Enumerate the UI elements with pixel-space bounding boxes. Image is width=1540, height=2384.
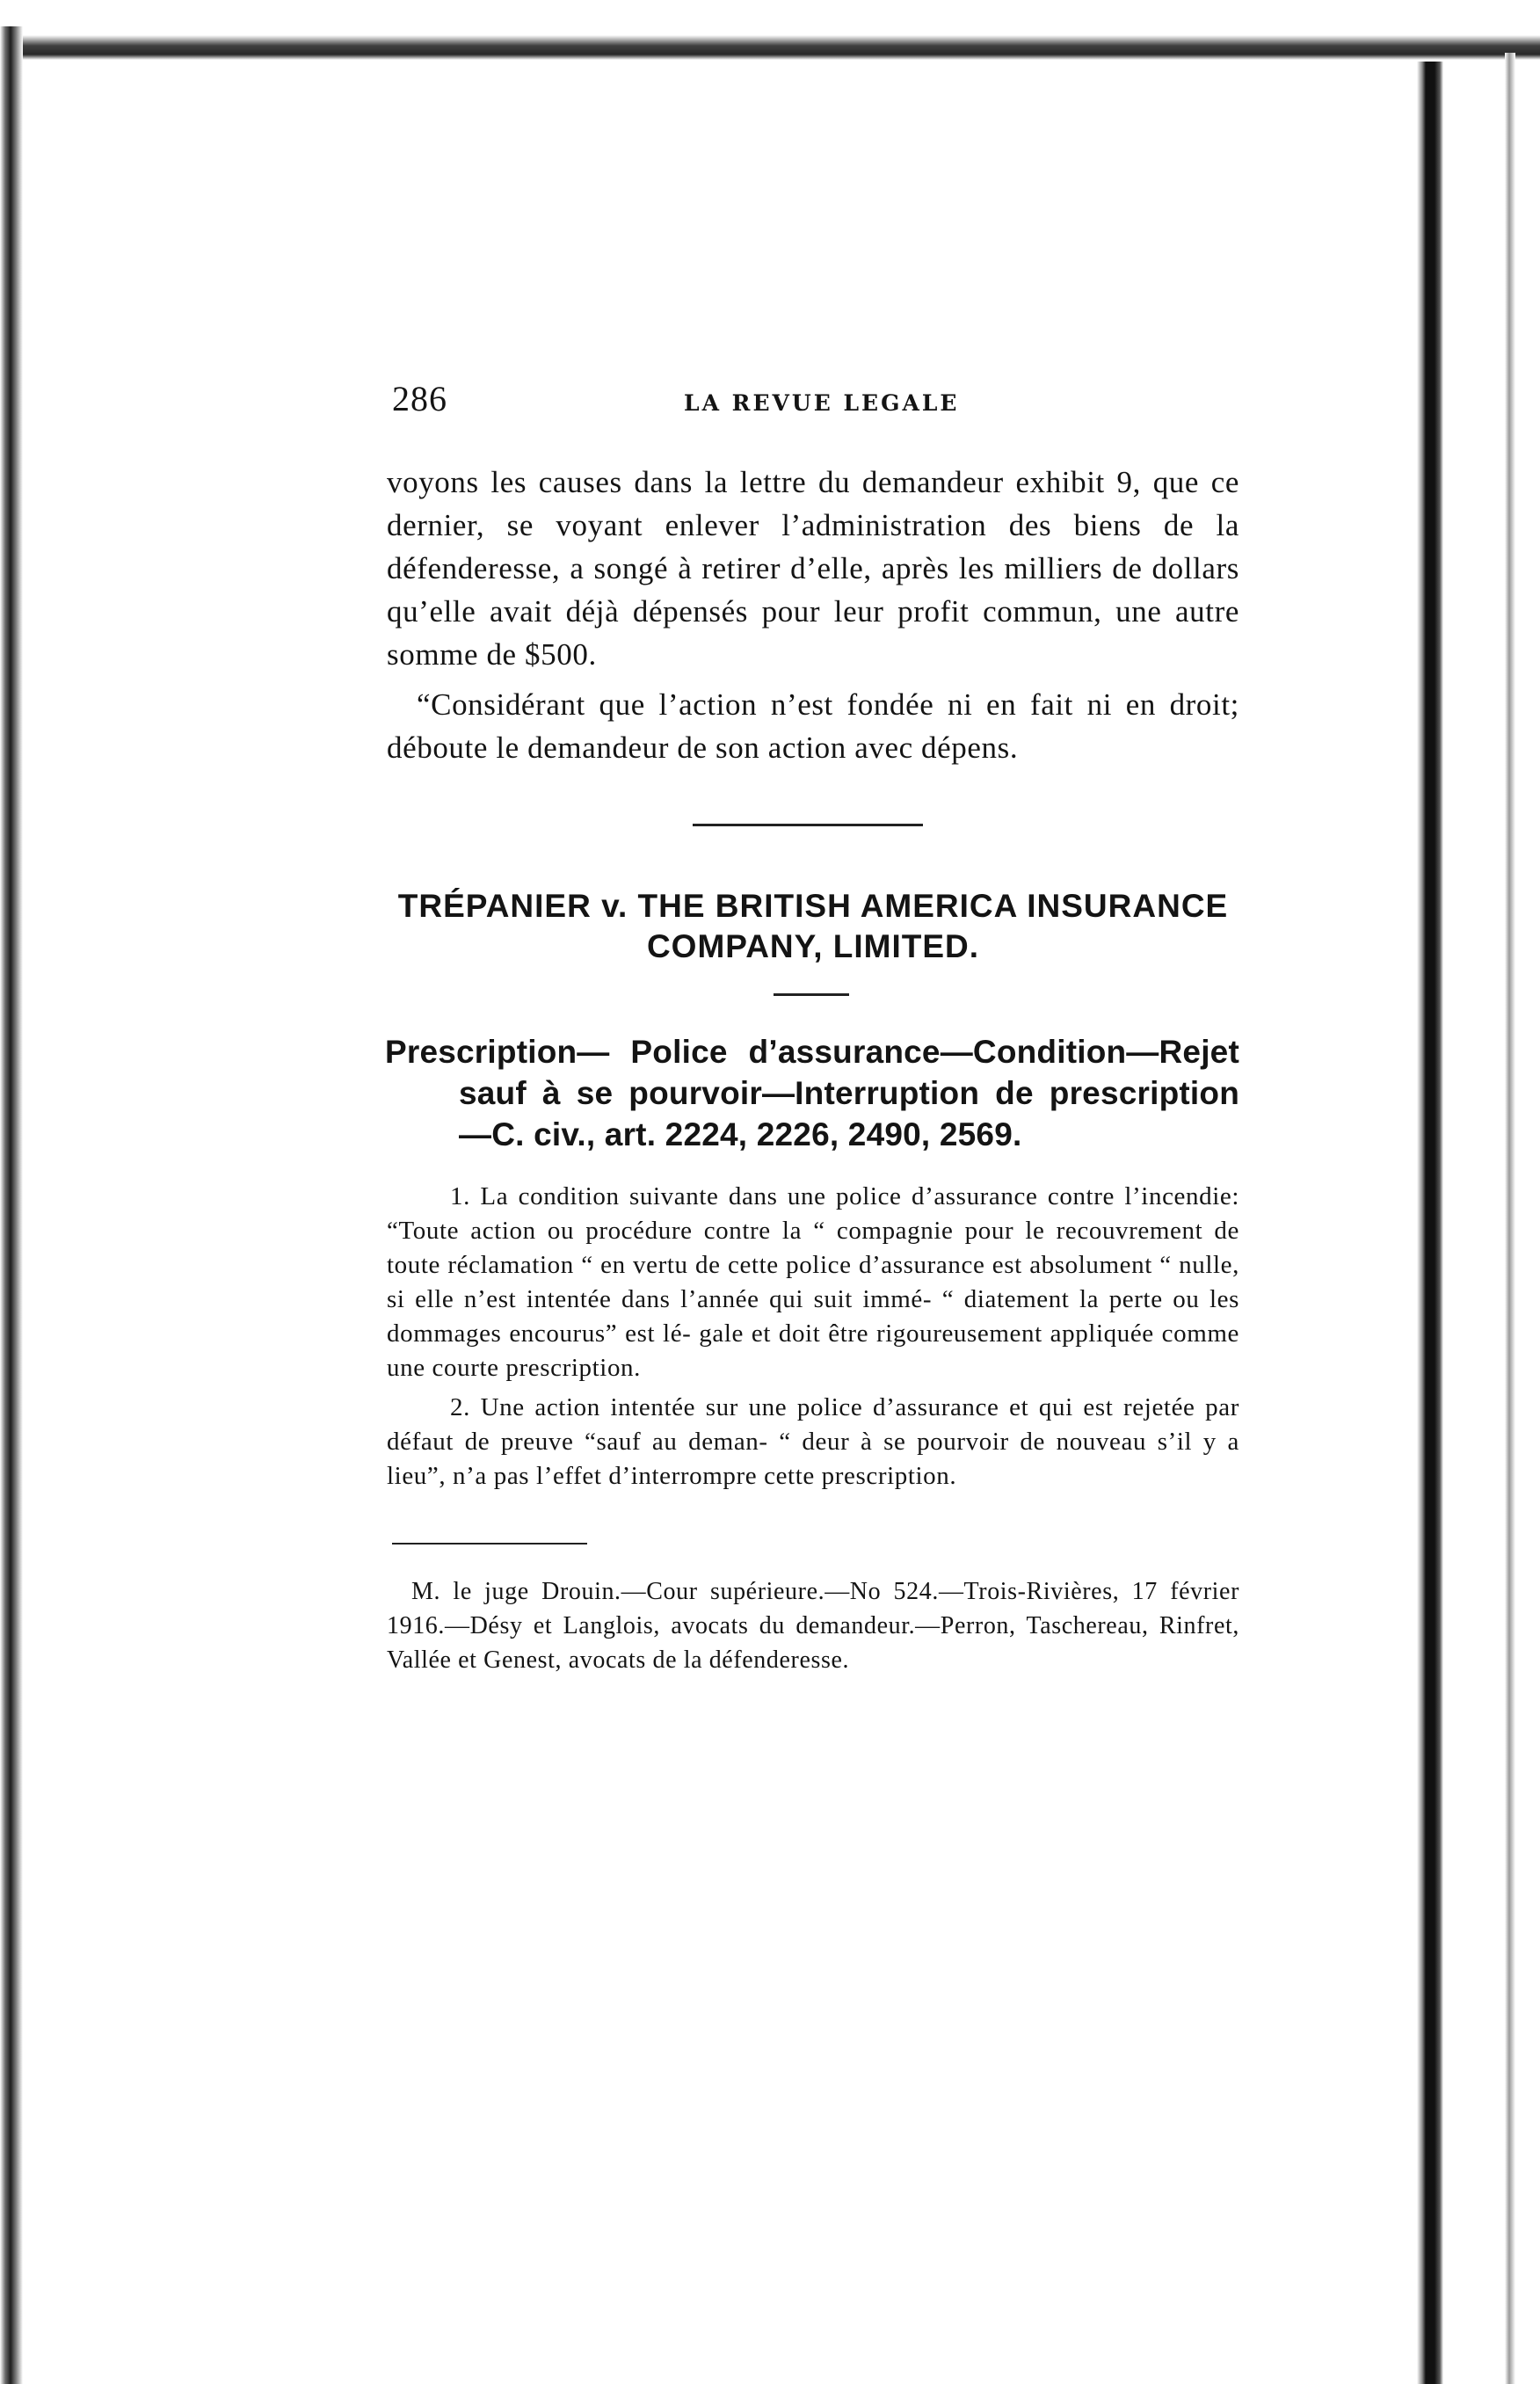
journal-title: LA REVUE LEGALE <box>684 390 960 416</box>
case-title <box>387 886 1239 967</box>
page-content <box>387 369 1239 1702</box>
case-title-line-1: TRÉPANIER v. THE BRITISH AMERICA INSURANCE <box>397 888 1229 924</box>
page-number: 286 <box>392 379 447 418</box>
syllabus-item-1: 1. La condition suivante dans une police d’assurance contre l’incendie: “Toute action ou procédure contre la “ compagnie pour le recouvrement de toute réclamation “ en vertu de cette police d’assurance est absolument “ nulle, si elle n’est intentée dans l’année qui suit immé- “ diatement la perte ou les dommages encourus” est lé- gale et doit être rigoureusement appliquée comme une courte prescription. <box>387 1182 1239 1382</box>
syllabus-item-2: 2. Une action intentée sur une police d’assurance et qui est rejetée par défaut de preuve “sauf au deman- “ deur à se pourvoir de nouveau s’il y a lieu”, n’a pas l’effet d’interrompre cette prescription. <box>387 1393 1239 1490</box>
case-title-line-2: COMPANY, LIMITED. <box>646 928 980 964</box>
scan-top-edge <box>0 0 1540 62</box>
headnote-keywords: Prescription— Police d’assurance—Condition—Rejet sauf à se pourvoir—Interruption de prescription —C. civ., art. 2224, 2226, 2490, 2569. <box>385 1034 1239 1152</box>
body-paragraph-1: voyons les causes dans la lettre du demandeur exhibit 9, que ce dernier, se voyant enlever l’administration des biens de la défenderesse, a songé à retirer d’elle, après les milliers de dollars qu’elle avait déjà dépensés pour leur profit commun, une autre somme de $500. <box>387 465 1239 672</box>
footnote: M. le juge Drouin.—Cour supérieure.—No 524.—Trois-Rivières, 17 février 1916.—Désy et Langlois, avocats du demandeur.—Perron, Taschereau, Rinfret, Vallée et Genest, avocats de la défenderesse. <box>387 1578 1239 1674</box>
body-paragraph-2: “Considérant que l’action n’est fondée ni en fait ni en droit; déboute le demandeur de son action avec dépens. <box>387 687 1239 765</box>
syllabus <box>387 1180 1239 1494</box>
running-head <box>387 369 1239 431</box>
scan-gutter-shadow <box>1417 62 1443 2384</box>
section-divider <box>693 824 923 826</box>
title-divider <box>774 993 849 996</box>
footnote-divider <box>392 1543 587 1545</box>
scan-left-edge <box>0 26 23 2384</box>
scan-right-edge <box>1505 53 1515 2384</box>
